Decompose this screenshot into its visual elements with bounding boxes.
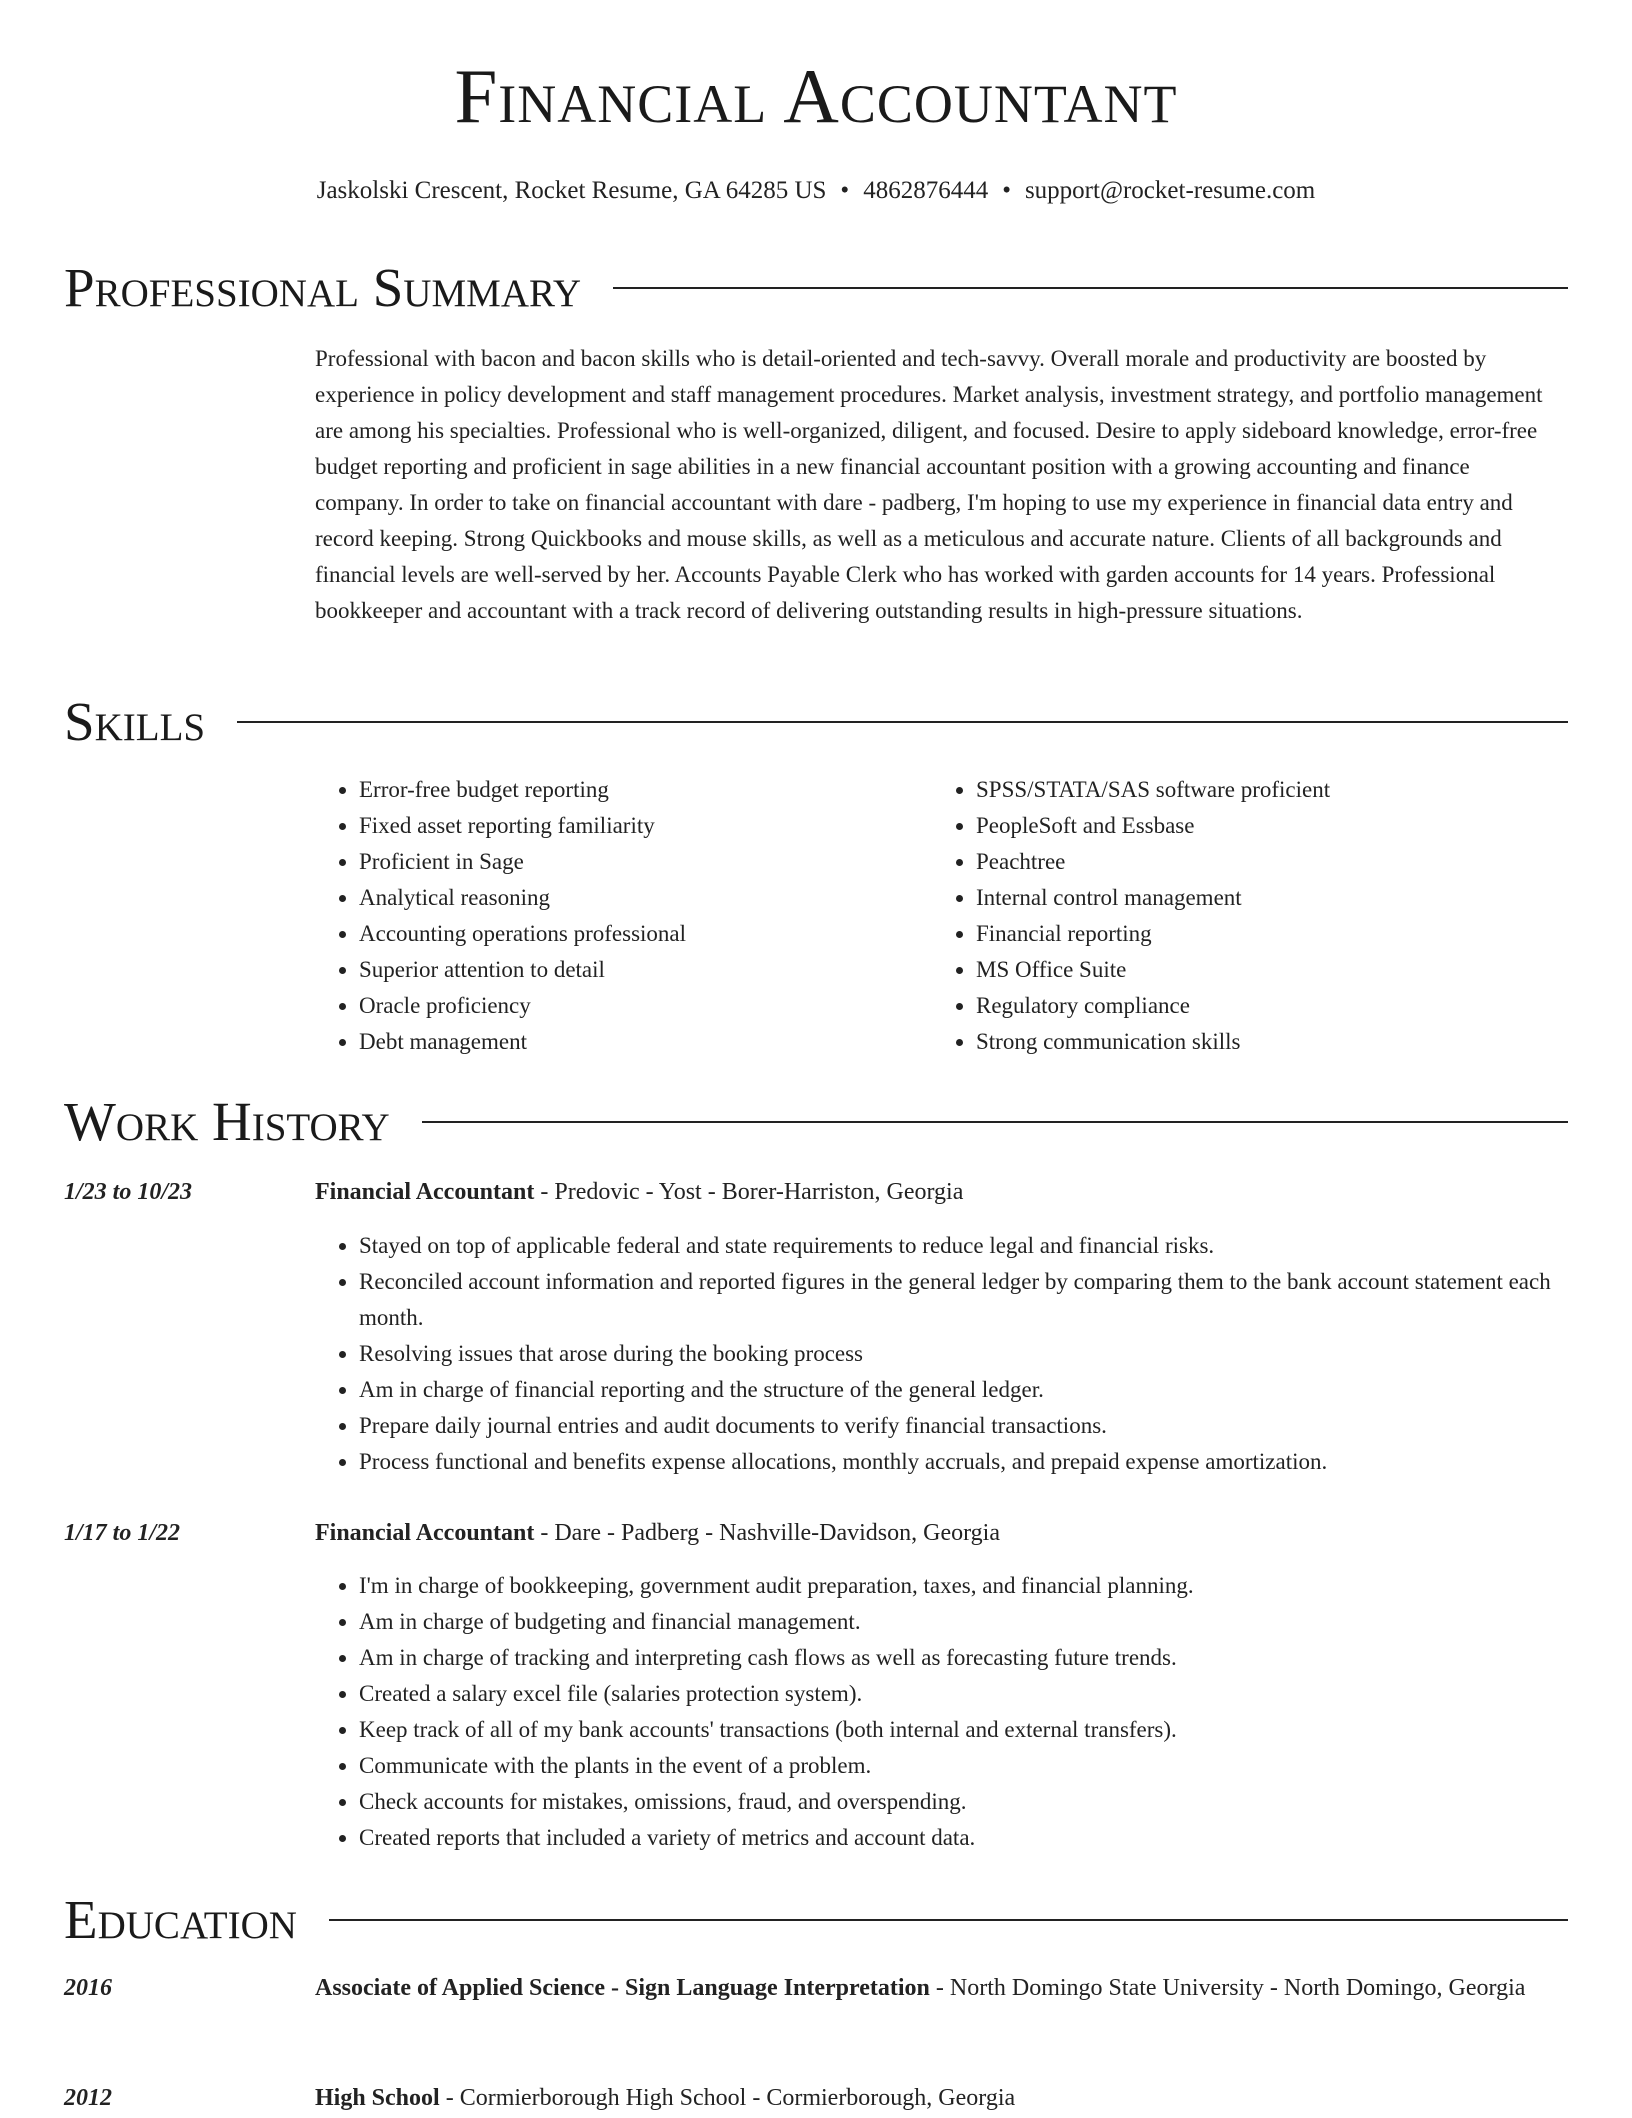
section-divider (237, 721, 1568, 723)
education-degree: High School (315, 2085, 440, 2111)
job-bullet: • Prepare daily journal entries and audit documents to verify financial transactions. (359, 1408, 1604, 1444)
job-details: - Dare - Padberg - Nashville-Davidson, Georgia (534, 1520, 1001, 1546)
education-degree: Associate of Applied Science - Sign Language Interpretation (315, 1975, 930, 2001)
job-dates: 1/17 to 1/22 (64, 1520, 181, 1546)
contact-separator: • (1002, 177, 1011, 204)
skill-item: • Fixed asset reporting familiarity (359, 808, 919, 844)
section-title: Professional Summary (64, 257, 582, 318)
job-bullet: • Keep track of all of my bank accounts' transactions (both internal and external transfers). (359, 1712, 1604, 1748)
section-title: Work History (64, 1091, 390, 1152)
section-heading-work (64, 1091, 1568, 1152)
education-details: - North Domingo State University - North Domingo, Georgia (929, 1975, 1526, 2001)
skill-item: • Regulatory compliance (976, 988, 1536, 1024)
section-title: Skills (64, 691, 206, 752)
skill-item: • Accounting operations professional (359, 916, 919, 952)
skill-item: • Proficient in Sage (359, 844, 919, 880)
section-heading-education (64, 1889, 1568, 1950)
skill-item: • Superior attention to detail (359, 952, 919, 988)
job-title: Financial Accountant (315, 1179, 535, 1205)
summary-text: Professional with bacon and bacon skills who is detail-oriented and tech-savvy. Overall morale and productivity are boosted by experience in policy development and staff management procedures. Market analysis, investment strategy, and portfolio management are among his specialties. Professional who is well-organized, diligent, and focused. Desire to apply sideboard knowledge, error-free budget reporting and proficient in sage abilities in a new financial accountant position with a growing accounting and finance company. In order to take on financial accountant with dare - padberg, I'm hoping to use my experience in financial data entry and record keeping. Strong Quickbooks and mouse skills, as well as a meticulous and accurate nature. Clients of all backgrounds and financial levels are well-served by her. Accounts Payable Clerk who has worked with garden accounts for 14 years. Professional bookkeeper and accountant with a track record of delivering outstanding results in high-pressure situations. (315, 346, 1543, 623)
contact-address: Jaskolski Crescent, Rocket Resume, GA 64285 US (316, 177, 827, 204)
job-bullet: • Check accounts for mistakes, omissions, fraud, and overspending. (359, 1784, 1604, 1820)
job-details: - Predovic - Yost - Borer-Harriston, Georgia (534, 1179, 964, 1205)
job-bullet: • Stayed on top of applicable federal and state requirements to reduce legal and financial risks. (359, 1228, 1604, 1264)
education-year: 2012 (64, 2085, 112, 2111)
job-bullets (315, 1568, 1604, 1856)
education-details: - Cormierborough High School - Cormierborough, Georgia (439, 2085, 1016, 2111)
skill-item: • Internal control management (976, 880, 1536, 916)
job-bullet: • Resolving issues that arose during the booking process (359, 1336, 1604, 1372)
job-bullet: • Communicate with the plants in the event of a problem. (359, 1748, 1604, 1784)
section-divider (329, 1919, 1568, 1921)
skills-list-left (315, 772, 919, 1060)
skill-item: • Oracle proficiency (359, 988, 919, 1024)
skill-item: • Financial reporting (976, 916, 1536, 952)
job-bullet: • Process functional and benefits expense allocations, monthly accruals, and prepaid expense amortization. (359, 1444, 1604, 1480)
skill-item: • Error-free budget reporting (359, 772, 919, 808)
section-divider (613, 287, 1568, 289)
skill-item: • MS Office Suite (976, 952, 1536, 988)
job-bullet: • I'm in charge of bookkeeping, government audit preparation, taxes, and financial planning. (359, 1568, 1604, 1604)
contact-separator: • (840, 177, 850, 204)
skill-item: • SPSS/STATA/SAS software proficient (976, 772, 1536, 808)
skill-item: • Strong communication skills (976, 1024, 1536, 1060)
contact-phone: 4862876444 (863, 177, 989, 204)
section-heading-summary (64, 257, 1568, 318)
section-title: Education (64, 1889, 297, 1950)
job-bullet: • Reconciled account information and reported figures in the general ledger by comparing them to the bank account statement each month. (359, 1264, 1604, 1336)
job-bullet: • Am in charge of budgeting and financial management. (359, 1604, 1604, 1640)
skills-list-right (932, 772, 1536, 1060)
job-dates: 1/23 to 10/23 (64, 1179, 193, 1205)
contact-email: support@rocket-resume.com (1024, 177, 1316, 204)
job-header (315, 1172, 1560, 1212)
section-heading-skills (64, 691, 1568, 752)
education-entry (315, 1968, 1560, 2008)
job-bullet: • Am in charge of financial reporting and the structure of the general ledger. (359, 1372, 1604, 1408)
section-divider (422, 1121, 1568, 1123)
job-bullet: • Am in charge of tracking and interpreting cash flows as well as forecasting future trends. (359, 1640, 1604, 1676)
skill-item: • Analytical reasoning (359, 880, 919, 916)
contact-line (0, 175, 1632, 207)
resume-name-title: Financial Accountant (454, 53, 1178, 139)
skill-item: • Debt management (359, 1024, 919, 1060)
skill-item: • Peachtree (976, 844, 1536, 880)
education-year: 2016 (64, 1975, 112, 2001)
job-header (315, 1513, 1560, 1553)
education-entry (315, 2078, 1560, 2118)
job-title: Financial Accountant (315, 1520, 535, 1546)
job-bullet: • Created reports that included a variety of metrics and account data. (359, 1820, 1604, 1856)
job-bullet: • Created a salary excel file (salaries protection system). (359, 1676, 1604, 1712)
job-bullets (315, 1228, 1604, 1480)
skill-item: • PeopleSoft and Essbase (976, 808, 1536, 844)
